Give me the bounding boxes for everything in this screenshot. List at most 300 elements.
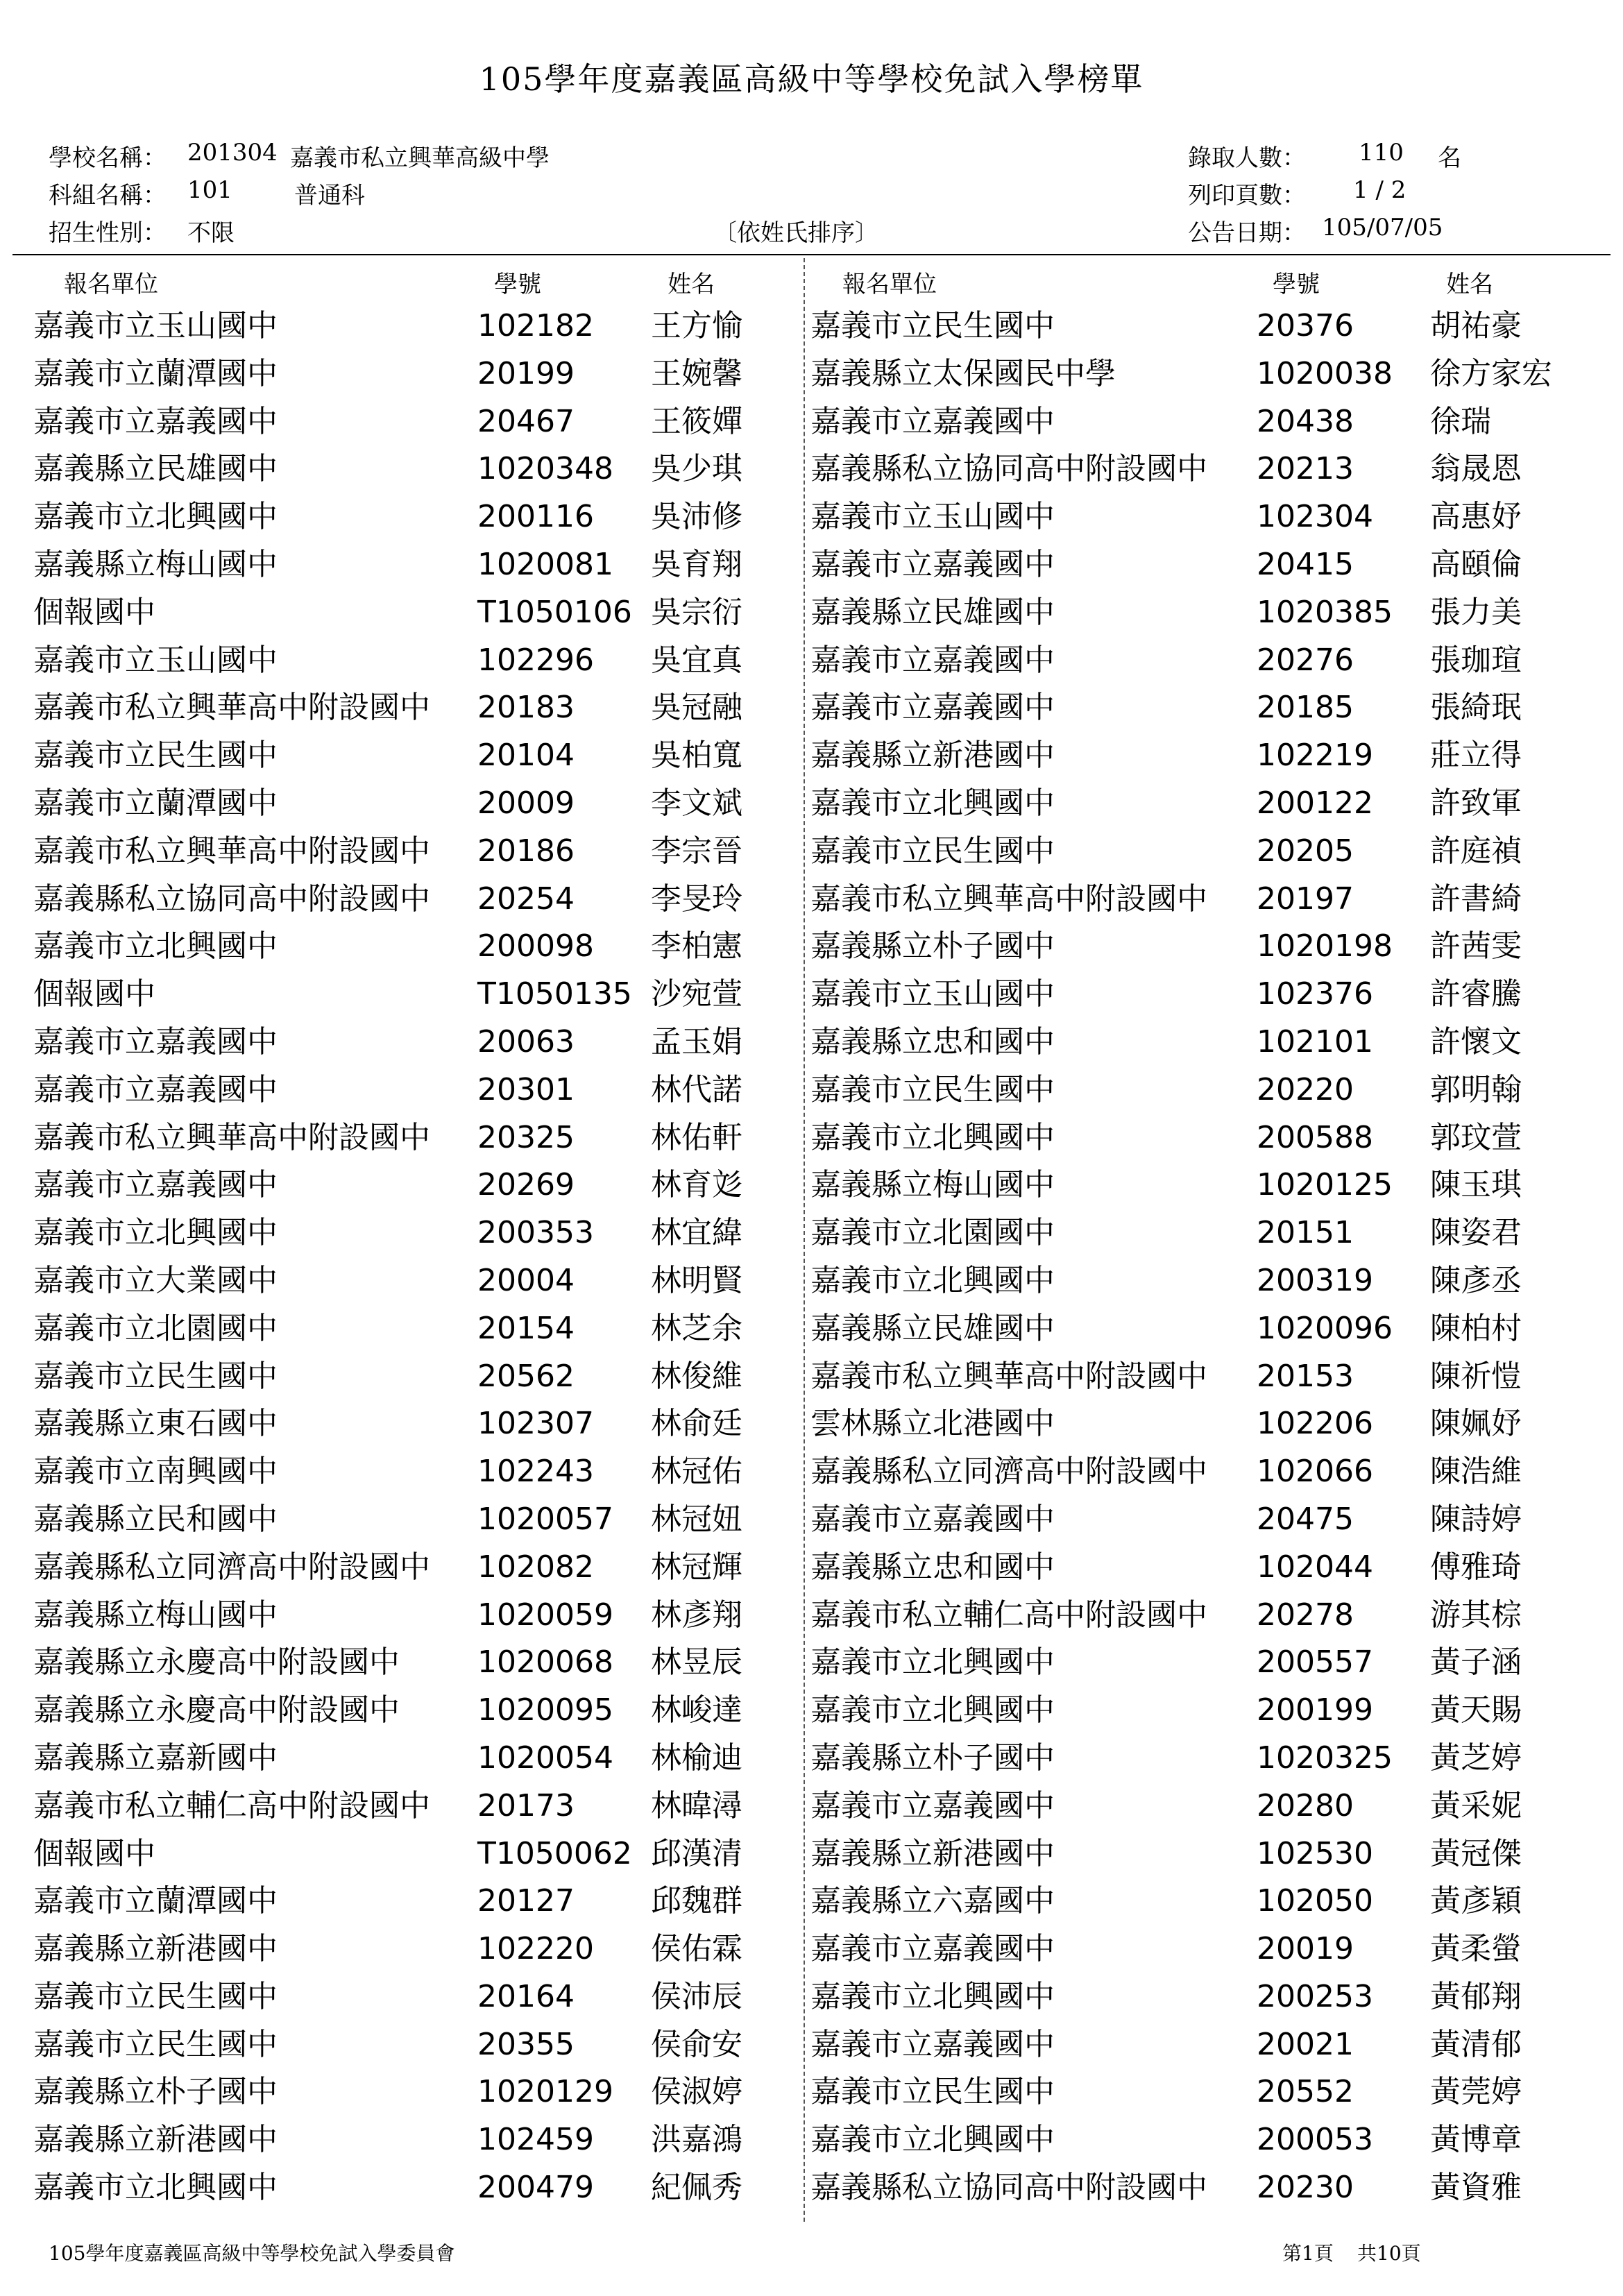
cell-student-id: 20186: [477, 833, 575, 869]
cell-unit: 嘉義縣私立協同高中附設國中: [810, 451, 1207, 487]
cell-student-id: 1020125: [1257, 1167, 1393, 1203]
cell-student-id: 102304: [1257, 499, 1373, 535]
table-row: [810, 1019, 1608, 1066]
table-row: [33, 828, 797, 876]
cell-name: 陳祈愷: [1430, 1358, 1522, 1394]
cell-student-id: 20376: [1257, 308, 1354, 343]
cell-student-id: 102066: [1257, 1454, 1373, 1490]
table-row: [33, 2068, 797, 2116]
cell-student-id: 102530: [1257, 1835, 1373, 1871]
cell-student-id: 1020068: [477, 1644, 613, 1681]
cell-student-id: 1020054: [477, 1740, 613, 1776]
cell-unit: 嘉義市立北興國中: [810, 1644, 1055, 1681]
cell-name: 傅雅琦: [1430, 1549, 1522, 1585]
cell-unit: 嘉義市立嘉義國中: [810, 642, 1055, 678]
cell-unit: 嘉義市立北興國中: [33, 499, 278, 535]
cell-student-id: 20213: [1257, 451, 1354, 487]
cell-student-id: 102307: [477, 1406, 594, 1442]
cell-name: 許茜雯: [1430, 928, 1522, 964]
table-row: [810, 1496, 1608, 1544]
cell-name: 黃子涵: [1430, 1644, 1522, 1681]
table-row: [33, 1209, 797, 1257]
cell-unit: 嘉義市立南興國中: [33, 1454, 278, 1490]
cell-unit: 嘉義市立北興國中: [810, 1978, 1055, 2014]
table-row: [810, 732, 1608, 780]
table-row: [33, 1019, 797, 1066]
cell-name: 黃天賜: [1430, 1692, 1522, 1728]
cell-student-id: 200116: [477, 499, 594, 535]
cell-unit: 嘉義市立北興國中: [810, 1262, 1055, 1298]
cell-student-id: 20562: [477, 1358, 575, 1394]
cell-unit: 嘉義市立民生國中: [33, 2026, 278, 2062]
table-row: [33, 1066, 797, 1114]
cell-name: 侯俞安: [651, 2026, 742, 2062]
table-row: [810, 2068, 1608, 2116]
cell-student-id: 20127: [477, 1883, 575, 1919]
cell-unit: 嘉義縣立新港國中: [810, 738, 1055, 774]
date-value: 105/07/05: [1322, 214, 1443, 241]
table-row: [33, 1448, 797, 1496]
cell-name: 林冠輝: [651, 1549, 742, 1585]
cell-name: 陳姵妤: [1430, 1406, 1522, 1442]
cell-name: 李旻玲: [651, 881, 742, 917]
table-row: [33, 1114, 797, 1162]
cell-student-id: 20301: [477, 1071, 575, 1107]
table-row: [33, 445, 797, 493]
table-row: [33, 1687, 797, 1735]
table-row: [810, 1592, 1608, 1640]
cell-name: 林暐潯: [651, 1787, 742, 1823]
cell-name: 林代諾: [651, 1071, 742, 1107]
cell-name: 黃郁翔: [1430, 1978, 1522, 2014]
cell-student-id: 200479: [477, 2170, 594, 2206]
table-row: [810, 1448, 1608, 1496]
cell-student-id: 102044: [1257, 1549, 1373, 1585]
cell-student-id: 20154: [477, 1310, 575, 1346]
cell-unit: 嘉義縣立永慶高中附設國中: [33, 1692, 400, 1728]
cell-unit: 嘉義市立北園國中: [810, 1215, 1055, 1251]
cell-name: 黃柔螢: [1430, 1931, 1522, 1967]
left-col-unit-header: 報名單位: [64, 271, 158, 298]
cell-unit: 嘉義市立北興國中: [33, 1215, 278, 1251]
cell-unit: 嘉義縣立朴子國中: [810, 1740, 1055, 1776]
cell-student-id: 102082: [477, 1549, 594, 1585]
table-row: [810, 1878, 1608, 1925]
cell-name: 邱漢清: [651, 1835, 742, 1871]
cell-unit: 嘉義市立北興國中: [810, 1119, 1055, 1155]
table-row: [810, 589, 1608, 637]
table-row: [810, 1400, 1608, 1448]
pages-value: 1 / 2: [1353, 176, 1407, 204]
cell-student-id: 102220: [477, 1931, 594, 1967]
right-col-name-header: 姓名: [1446, 271, 1493, 298]
cell-unit: 嘉義縣立民和國中: [33, 1501, 278, 1537]
table-row: [33, 493, 797, 541]
cell-unit: 嘉義市私立興華高中附設國中: [810, 1358, 1207, 1394]
table-row: [810, 1783, 1608, 1830]
cell-unit: 嘉義市立民生國中: [33, 1978, 278, 2014]
table-row: [810, 1162, 1608, 1209]
cell-student-id: 1020129: [477, 2074, 613, 2110]
cell-student-id: 20220: [1257, 1071, 1354, 1107]
cell-name: 林昱辰: [651, 1644, 742, 1681]
cell-unit: 嘉義市立蘭潭國中: [33, 355, 278, 391]
cell-student-id: 20355: [477, 2026, 575, 2062]
footer-page: 第1頁: [1282, 2242, 1334, 2265]
table-row: [33, 2164, 797, 2212]
table-row: [33, 1162, 797, 1209]
cell-unit: 嘉義市立嘉義國中: [33, 1023, 278, 1060]
cell-name: 翁晟恩: [1430, 451, 1522, 487]
cell-name: 林榆迪: [651, 1740, 742, 1776]
table-row: [810, 876, 1608, 924]
cell-name: 郭明翰: [1430, 1071, 1522, 1107]
cell-student-id: 102296: [477, 642, 594, 678]
cell-student-id: 20151: [1257, 1215, 1354, 1251]
cell-unit: 嘉義市立民生國中: [33, 1358, 278, 1394]
cell-name: 陳姿君: [1430, 1215, 1522, 1251]
cell-name: 林佑軒: [651, 1119, 742, 1155]
cell-name: 吳柏寬: [651, 738, 742, 774]
cell-student-id: 20269: [477, 1167, 575, 1203]
cell-name: 林冠佑: [651, 1454, 742, 1490]
cell-name: 林宜緯: [651, 1215, 742, 1251]
cell-student-id: 1020348: [477, 451, 613, 487]
cell-unit: 嘉義縣立朴子國中: [33, 2074, 278, 2110]
cell-name: 林峻達: [651, 1692, 742, 1728]
table-row: [810, 1830, 1608, 1878]
table-row: [810, 350, 1608, 398]
cell-student-id: 1020038: [1257, 355, 1393, 391]
table-row: [810, 1257, 1608, 1305]
cell-name: 徐瑞: [1430, 403, 1491, 439]
cell-unit: 嘉義縣立太保國民中學: [810, 355, 1116, 391]
table-row: [810, 1066, 1608, 1114]
table-row: [810, 1925, 1608, 1973]
cell-unit: 嘉義縣立嘉新國中: [33, 1740, 278, 1776]
cell-unit: 嘉義市立嘉義國中: [33, 1167, 278, 1203]
cell-student-id: 20475: [1257, 1501, 1354, 1537]
cell-student-id: 102459: [477, 2122, 594, 2158]
cell-name: 侯淑婷: [651, 2074, 742, 2110]
table-row: [33, 1925, 797, 1973]
cell-unit: 雲林縣立北港國中: [810, 1406, 1055, 1442]
sort-note: 〔依姓氏排序〕: [713, 219, 878, 247]
table-row: [33, 1353, 797, 1401]
cell-name: 許庭禎: [1430, 833, 1522, 869]
cell-student-id: 200053: [1257, 2122, 1373, 2158]
cell-name: 邱魏群: [651, 1883, 742, 1919]
table-row: [33, 1496, 797, 1544]
table-row: [810, 1114, 1608, 1162]
cell-unit: 嘉義市私立興華高中附設國中: [33, 690, 430, 726]
left-col-id-header: 學號: [494, 271, 541, 298]
table-row: [33, 1305, 797, 1353]
admitted-label: 錄取人數：: [1188, 144, 1306, 172]
cell-name: 林育彣: [651, 1167, 742, 1203]
cell-student-id: 20009: [477, 785, 575, 821]
cell-student-id: 20254: [477, 881, 575, 917]
cell-name: 黃資雅: [1430, 2170, 1522, 2206]
table-row: [810, 1735, 1608, 1783]
cell-unit: 嘉義市立嘉義國中: [810, 403, 1055, 439]
cell-name: 李柏憲: [651, 928, 742, 964]
cell-unit: 嘉義縣立新港國中: [33, 2122, 278, 2158]
table-row: [810, 398, 1608, 446]
cell-student-id: 102206: [1257, 1406, 1373, 1442]
cell-unit: 嘉義市立蘭潭國中: [33, 785, 278, 821]
table-row: [810, 923, 1608, 971]
cell-unit: 嘉義市立北園國中: [33, 1310, 278, 1346]
table-row: [810, 493, 1608, 541]
table-row: [33, 1830, 797, 1878]
cell-name: 許致軍: [1430, 785, 1522, 821]
cell-student-id: 102182: [477, 308, 594, 343]
table-row: [33, 1257, 797, 1305]
cell-student-id: 102243: [477, 1454, 594, 1490]
group-name: 普通科: [294, 182, 365, 210]
cell-name: 張珈瑄: [1430, 642, 1522, 678]
cell-unit: 嘉義縣立東石國中: [33, 1406, 278, 1442]
table-row: [33, 971, 797, 1019]
table-row: [810, 1305, 1608, 1353]
cell-name: 洪嘉鴻: [651, 2122, 742, 2158]
cell-name: 陳柏村: [1430, 1310, 1522, 1346]
cell-unit: 嘉義市立北興國中: [810, 2122, 1055, 2158]
cell-name: 徐方家宏: [1430, 355, 1552, 391]
cell-student-id: 20325: [477, 1119, 575, 1155]
cell-student-id: 20278: [1257, 1597, 1354, 1633]
cell-student-id: 1020198: [1257, 928, 1393, 964]
cell-student-id: 102101: [1257, 1023, 1373, 1060]
cell-name: 黃冠傑: [1430, 1835, 1522, 1871]
cell-unit: 嘉義市私立輔仁高中附設國中: [810, 1597, 1207, 1633]
cell-student-id: 20205: [1257, 833, 1354, 869]
cell-unit: 嘉義市立民生國中: [810, 1071, 1055, 1107]
cell-name: 吳冠融: [651, 690, 742, 726]
table-row: [810, 1639, 1608, 1687]
cell-unit: 嘉義市立北興國中: [810, 785, 1055, 821]
cell-name: 王方愉: [651, 308, 742, 343]
table-row: [810, 1973, 1608, 2021]
cell-student-id: 200122: [1257, 785, 1373, 821]
cell-name: 許書綺: [1430, 881, 1522, 917]
cell-name: 吳少琪: [651, 451, 742, 487]
cell-student-id: 20552: [1257, 2074, 1354, 2110]
table-row: [33, 303, 797, 350]
cell-student-id: 200098: [477, 928, 594, 964]
cell-name: 王婉馨: [651, 355, 742, 391]
cell-unit: 嘉義市私立興華高中附設國中: [33, 833, 430, 869]
cell-student-id: 20276: [1257, 642, 1354, 678]
cell-name: 陳彥丞: [1430, 1262, 1522, 1298]
cell-student-id: 1020095: [477, 1692, 613, 1728]
table-row: [33, 541, 797, 589]
table-row: [33, 1639, 797, 1687]
table-row: [810, 1353, 1608, 1401]
cell-unit: 嘉義縣私立協同高中附設國中: [810, 2170, 1207, 2206]
cell-unit: 嘉義縣立六嘉國中: [810, 1883, 1055, 1919]
cell-name: 黃芝婷: [1430, 1740, 1522, 1776]
cell-unit: 嘉義縣立朴子國中: [810, 928, 1055, 964]
cell-name: 吳宗衍: [651, 594, 742, 630]
cell-name: 許懷文: [1430, 1023, 1522, 1060]
cell-unit: 嘉義市立玉山國中: [810, 499, 1055, 535]
cell-student-id: 20280: [1257, 1787, 1354, 1823]
cell-name: 許睿騰: [1430, 976, 1522, 1012]
table-row: [810, 828, 1608, 876]
cell-unit: 嘉義縣立民雄國中: [33, 451, 278, 487]
table-row: [810, 541, 1608, 589]
right-col-unit-header: 報名單位: [842, 271, 937, 298]
table-row: [33, 780, 797, 828]
pages-label: 列印頁數：: [1188, 182, 1306, 210]
cell-unit: 嘉義縣立梅山國中: [33, 546, 278, 582]
cell-student-id: 20415: [1257, 546, 1354, 582]
cell-name: 游其棕: [1430, 1597, 1522, 1633]
cell-unit: 嘉義市私立興華高中附設國中: [810, 881, 1207, 917]
table-row: [810, 2021, 1608, 2069]
table-row: [810, 971, 1608, 1019]
gender-value: 不限: [187, 219, 235, 247]
cell-student-id: 200588: [1257, 1119, 1373, 1155]
cell-unit: 嘉義市私立興華高中附設國中: [33, 1119, 430, 1155]
cell-unit: 嘉義縣立梅山國中: [810, 1167, 1055, 1203]
cell-name: 張綺珉: [1430, 690, 1522, 726]
table-row: [810, 2164, 1608, 2212]
cell-unit: 嘉義縣立忠和國中: [810, 1023, 1055, 1060]
school-code: 201304: [187, 139, 278, 167]
cell-student-id: 200199: [1257, 1692, 1373, 1728]
cell-student-id: T1050135: [477, 976, 632, 1012]
cell-unit: 嘉義縣私立協同高中附設國中: [33, 881, 430, 917]
table-row: [33, 398, 797, 446]
cell-unit: 嘉義縣立永慶高中附設國中: [33, 1644, 400, 1681]
cell-student-id: 20021: [1257, 2026, 1354, 2062]
cell-name: 胡祐豪: [1430, 308, 1522, 343]
cell-name: 陳浩維: [1430, 1454, 1522, 1490]
cell-unit: 嘉義縣立民雄國中: [810, 594, 1055, 630]
table-row: [33, 684, 797, 732]
cell-name: 陳詩婷: [1430, 1501, 1522, 1537]
cell-student-id: 20173: [477, 1787, 575, 1823]
cell-name: 沙宛萱: [651, 976, 742, 1012]
cell-unit: 個報國中: [33, 594, 155, 630]
cell-student-id: 200319: [1257, 1262, 1373, 1298]
cell-student-id: 20164: [477, 1978, 575, 2014]
table-row: [33, 589, 797, 637]
cell-unit: 嘉義市立北興國中: [33, 928, 278, 964]
school-name: 嘉義市私立興華高級中學: [290, 144, 550, 172]
table-row: [810, 2116, 1608, 2164]
right-result-list: [810, 303, 1608, 2212]
table-row: [810, 684, 1608, 732]
cell-student-id: 20153: [1257, 1358, 1354, 1394]
cell-unit: 嘉義市立民生國中: [810, 308, 1055, 343]
cell-student-id: 20019: [1257, 1931, 1354, 1967]
table-row: [33, 2021, 797, 2069]
table-row: [33, 923, 797, 971]
cell-unit: 嘉義市立民生國中: [810, 833, 1055, 869]
cell-unit: 個報國中: [33, 1835, 155, 1871]
table-row: [33, 350, 797, 398]
cell-unit: 嘉義縣私立同濟高中附設國中: [810, 1454, 1207, 1490]
cell-name: 林彥翔: [651, 1597, 742, 1633]
admitted-count: 110: [1359, 139, 1404, 167]
cell-name: 吳宜真: [651, 642, 742, 678]
school-label: 學校名稱：: [49, 144, 167, 172]
cell-name: 黃清郁: [1430, 2026, 1522, 2062]
cell-student-id: 20183: [477, 690, 575, 726]
gender-label: 招生性別：: [49, 219, 167, 247]
page-title: 105學年度嘉義區高級中等學校免試入學榜單: [479, 60, 1144, 98]
cell-name: 紀佩秀: [651, 2170, 742, 2206]
cell-student-id: 1020081: [477, 546, 613, 582]
cell-student-id: 1020059: [477, 1597, 613, 1633]
table-row: [33, 1544, 797, 1592]
right-col-id-header: 學號: [1273, 271, 1320, 298]
cell-name: 王筱嬋: [651, 403, 742, 439]
cell-unit: 嘉義市立嘉義國中: [810, 1501, 1055, 1537]
cell-unit: 嘉義市立嘉義國中: [810, 1931, 1055, 1967]
table-row: [810, 1209, 1608, 1257]
cell-student-id: 20104: [477, 738, 575, 774]
cell-name: 李文斌: [651, 785, 742, 821]
cell-name: 郭玟萱: [1430, 1119, 1522, 1155]
footer-total: 共10頁: [1357, 2242, 1421, 2265]
cell-name: 李宗晉: [651, 833, 742, 869]
date-label: 公告日期：: [1188, 219, 1306, 247]
table-row: [33, 1735, 797, 1783]
cell-unit: 嘉義市立民生國中: [33, 738, 278, 774]
table-row: [810, 303, 1608, 350]
cell-student-id: 102050: [1257, 1883, 1373, 1919]
table-row: [810, 1687, 1608, 1735]
cell-name: 黃莞婷: [1430, 2074, 1522, 2110]
cell-student-id: 20199: [477, 355, 575, 391]
header-rule: [12, 254, 1611, 255]
cell-unit: 嘉義市立玉山國中: [810, 976, 1055, 1012]
cell-name: 林芝余: [651, 1310, 742, 1346]
cell-name: 黃彥穎: [1430, 1883, 1522, 1919]
cell-unit: 嘉義市立北興國中: [33, 2170, 278, 2206]
cell-name: 黃博章: [1430, 2122, 1522, 2158]
cell-unit: 嘉義縣立民雄國中: [810, 1310, 1055, 1346]
footer-committee: 105學年度嘉義區高級中等學校免試入學委員會: [49, 2242, 455, 2265]
group-code: 101: [187, 176, 232, 204]
table-row: [810, 1544, 1608, 1592]
left-col-name-header: 姓名: [668, 271, 715, 298]
cell-unit: 嘉義縣立忠和國中: [810, 1549, 1055, 1585]
table-row: [33, 1878, 797, 1925]
cell-student-id: 1020096: [1257, 1310, 1393, 1346]
cell-unit: 嘉義市立嘉義國中: [33, 1071, 278, 1107]
cell-name: 高惠妤: [1430, 499, 1522, 535]
cell-student-id: 102219: [1257, 738, 1373, 774]
cell-student-id: 20004: [477, 1262, 575, 1298]
table-row: [33, 1592, 797, 1640]
cell-unit: 嘉義縣立新港國中: [810, 1835, 1055, 1871]
column-divider: [804, 258, 805, 2222]
cell-unit: 嘉義市立玉山國中: [33, 308, 278, 343]
table-row: [810, 780, 1608, 828]
cell-name: 陳玉琪: [1430, 1167, 1522, 1203]
cell-unit: 嘉義市立玉山國中: [33, 642, 278, 678]
cell-name: 高頤倫: [1430, 546, 1522, 582]
cell-name: 侯沛辰: [651, 1978, 742, 2014]
table-row: [33, 1400, 797, 1448]
cell-name: 林冠妞: [651, 1501, 742, 1537]
